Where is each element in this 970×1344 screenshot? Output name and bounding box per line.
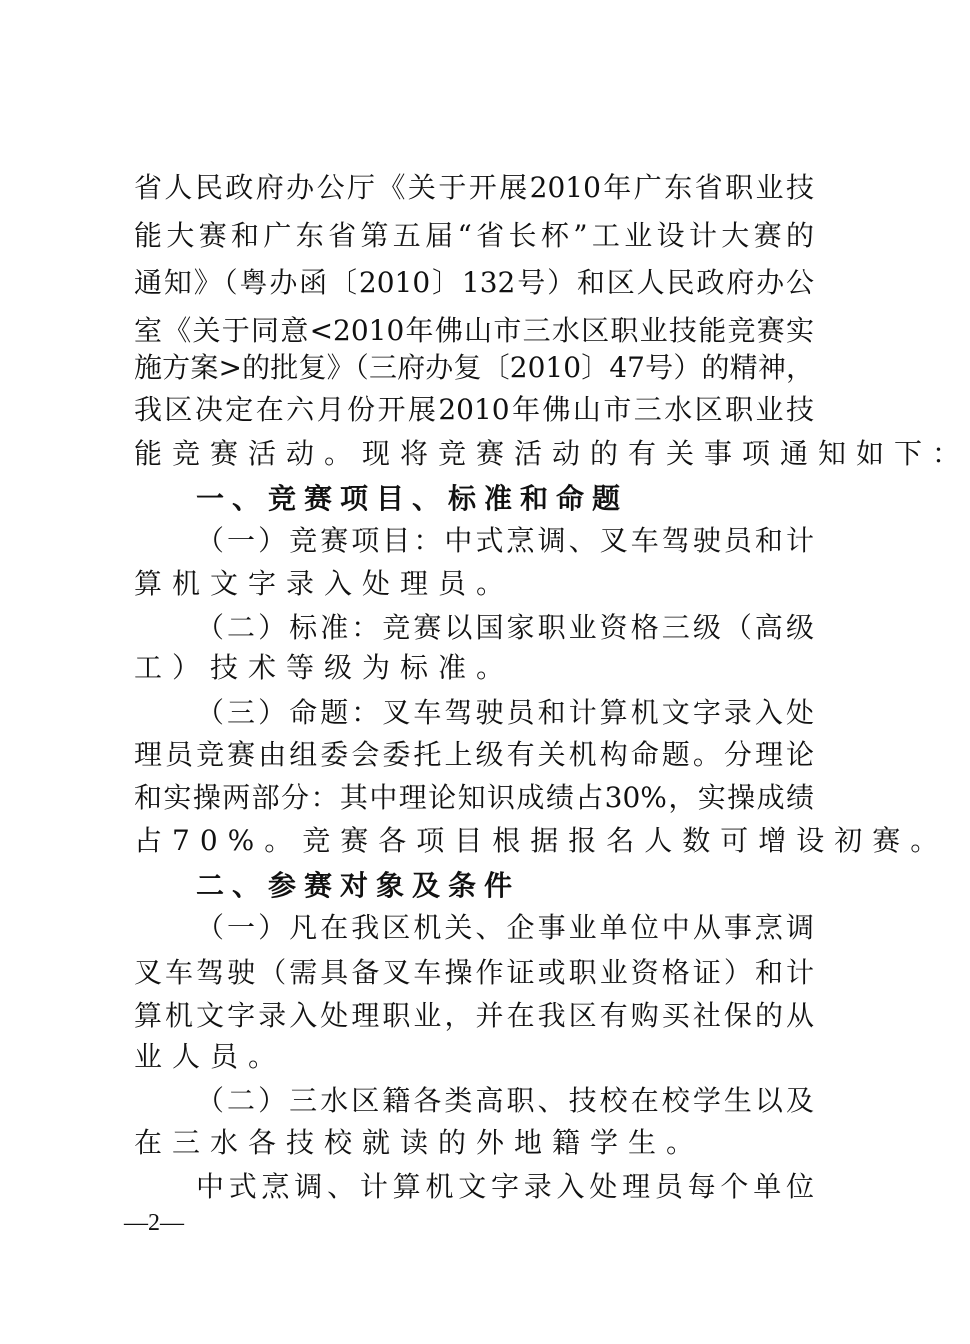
page-number: —2— xyxy=(124,1210,184,1236)
section-heading-2: 二、参赛对象及条件 xyxy=(196,869,521,902)
body-text-line: 我区决定在六月份开展2010年佛山市三水区职业技 xyxy=(134,393,814,426)
body-text-line: 室《关于同意<2010年佛山市三水区职业技能竞赛实 xyxy=(134,314,814,347)
body-text-line: 算机文字录入处理员。 xyxy=(134,567,515,600)
body-text-line: 业人员。 xyxy=(134,1040,287,1073)
body-text-line: 理员竞赛由组委会委托上级有关机构命题。分理论 xyxy=(134,738,814,771)
body-text-line: 叉车驾驶（需具备叉车操作证或职业资格证）和计 xyxy=(134,956,814,989)
section-heading-1: 一、竞赛项目、标准和命题 xyxy=(196,482,629,515)
body-text-line: 通知》（粤办函〔2010〕132号）和区人民政府办公 xyxy=(134,266,814,299)
body-text-line: （二）三水区籍各类高职、技校在校学生以及 xyxy=(196,1084,814,1117)
body-text-line: （一）凡在我区机关、企事业单位中从事烹调 xyxy=(196,911,814,944)
body-text-line: 中式烹调、计算机文字录入处理员每个单位 xyxy=(196,1170,814,1203)
body-text-line: 省人民政府办公厅《关于开展2010年广东省职业技 xyxy=(134,171,814,204)
body-text-line: （三）命题：叉车驾驶员和计算机文字录入处 xyxy=(196,696,814,729)
body-text-line: 能竞赛活动。现将竞赛活动的有关事项通知如下： xyxy=(134,437,970,470)
body-text-line: 在三水各技校就读的外地籍学生。 xyxy=(134,1126,705,1159)
body-text-line: 能大赛和广东省第五届“省长杯”工业设计大赛的 xyxy=(134,219,814,252)
body-text-line: （一）竞赛项目：中式烹调、叉车驾驶员和计 xyxy=(196,524,814,557)
body-text-line: 和实操两部分：其中理论知识成绩占30%，实操成绩 xyxy=(134,781,814,814)
body-text-line: 占70%。竞赛各项目根据报名人数可增设初赛。 xyxy=(134,824,949,857)
body-text-line: 施方案>的批复》（三府办复〔2010〕47号）的精神， xyxy=(134,351,814,384)
body-text-line: （二）标准：竞赛以国家职业资格三级（高级 xyxy=(196,611,814,644)
body-text-line: 算机文字录入处理职业，并在我区有购买社保的从 xyxy=(134,999,814,1032)
body-text-line: 工）技术等级为标准。 xyxy=(134,651,515,684)
